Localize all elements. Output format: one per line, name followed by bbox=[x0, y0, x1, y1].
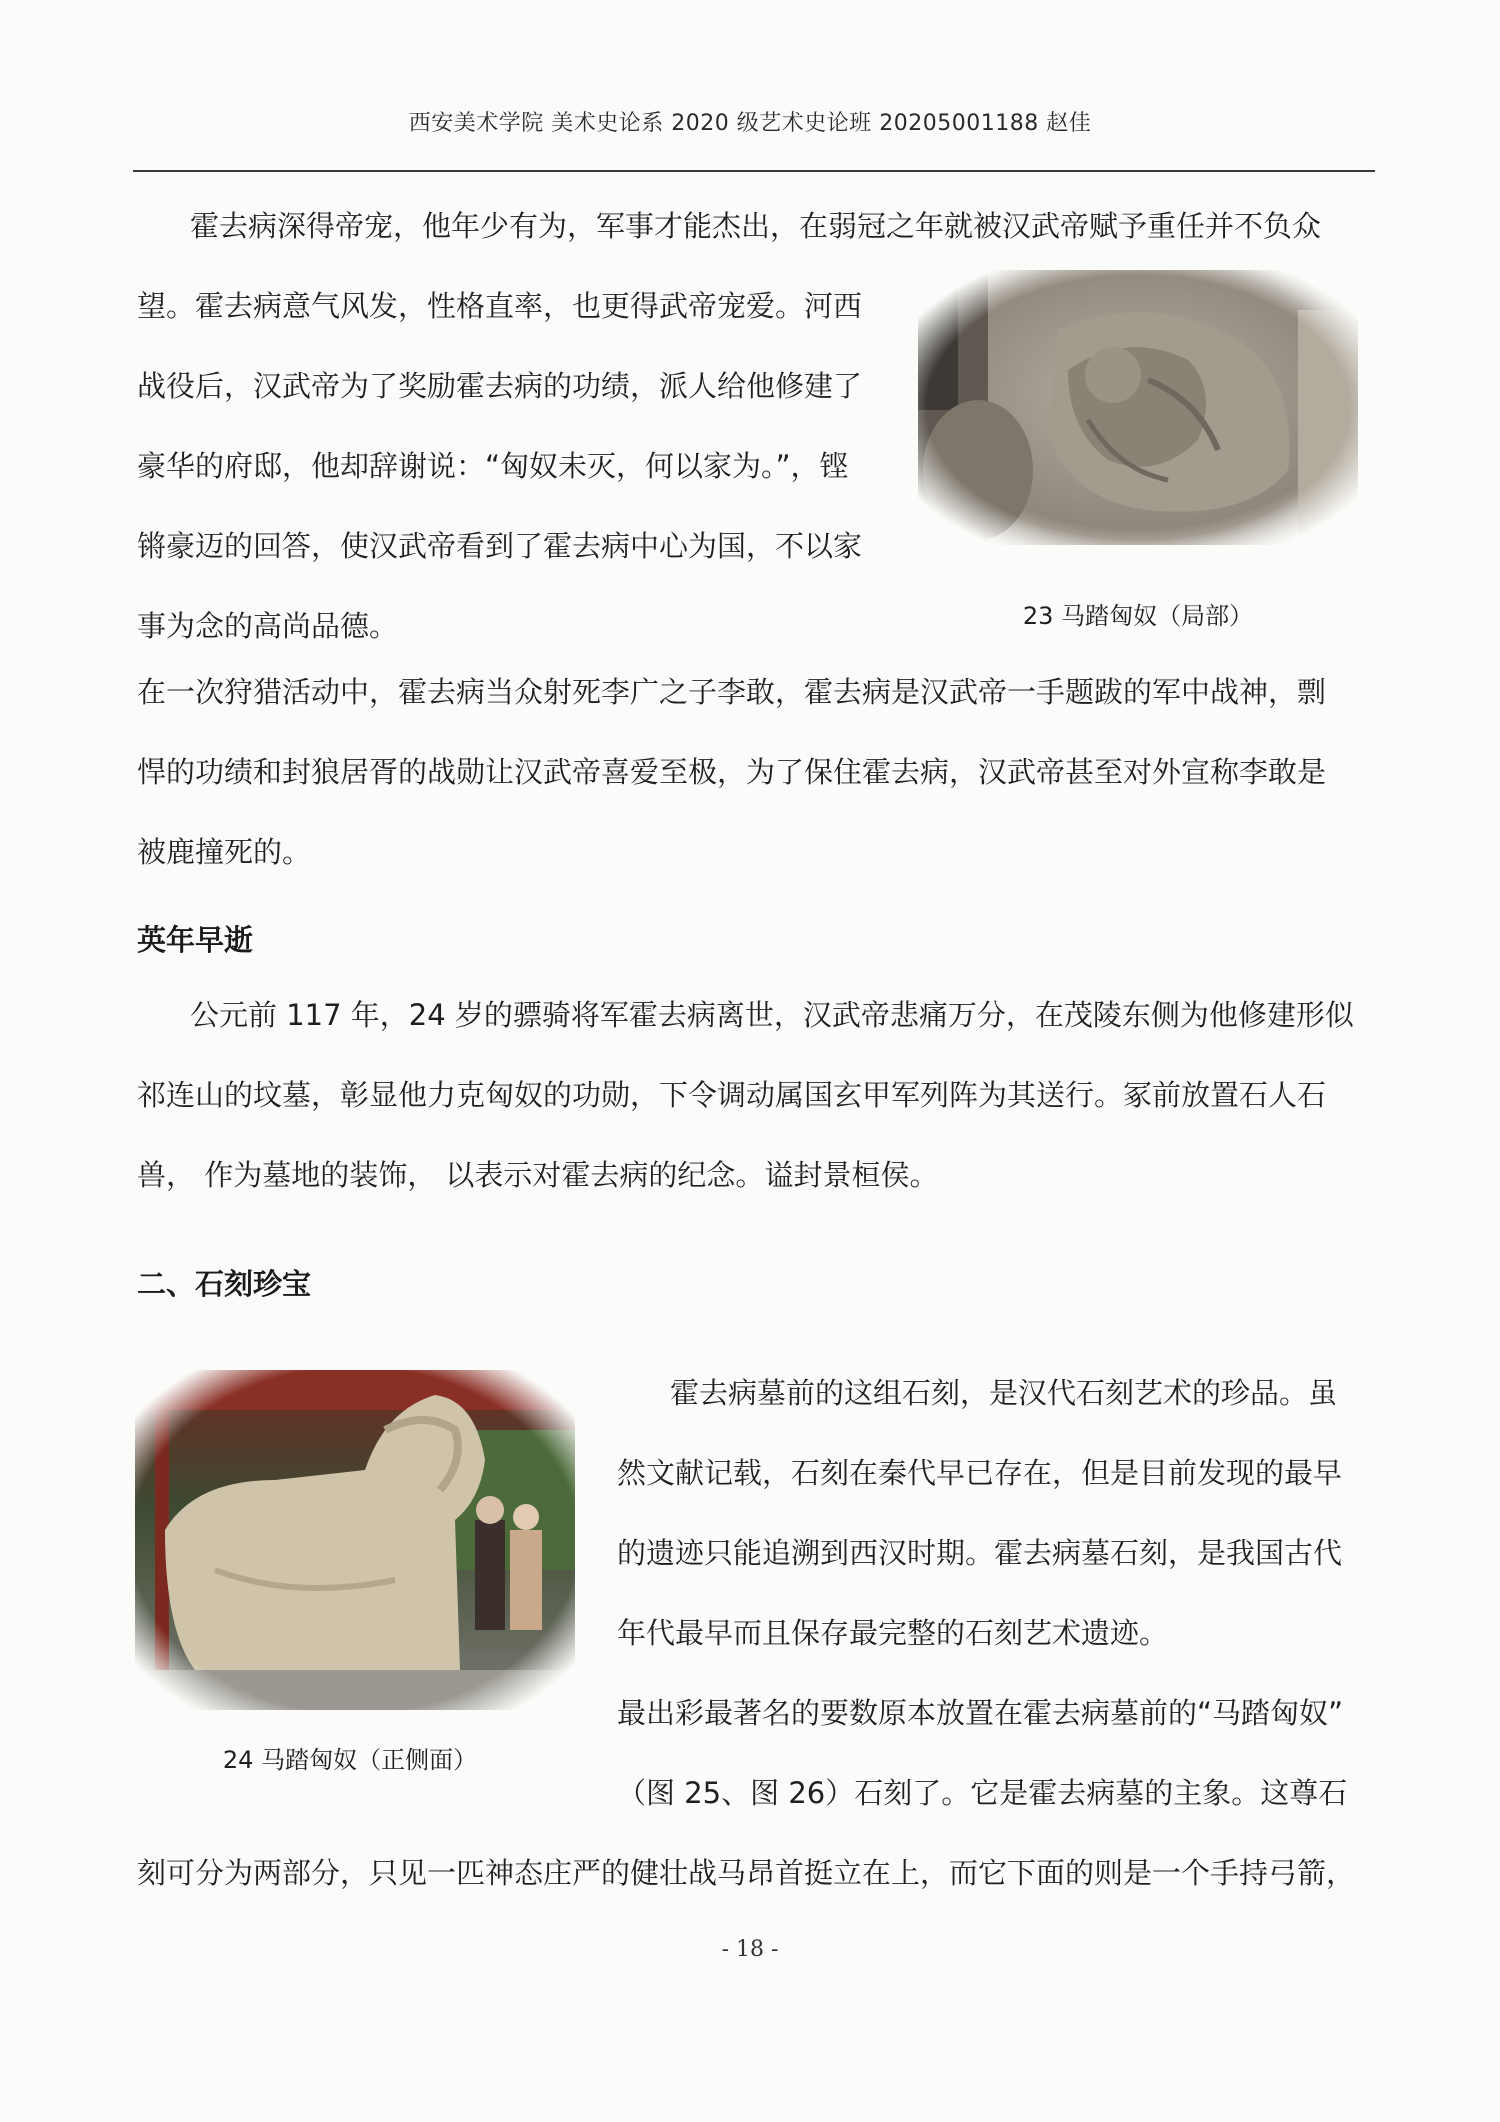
figure-23-caption: 23 马踏匈奴（局部） bbox=[1022, 602, 1254, 630]
text-line: 公元前 117 年，24 岁的骠骑将军霍去病离世，汉武帝悲痛万分，在茂陵东侧为他修建形似 bbox=[190, 998, 1354, 1032]
section-heading: 二、石刻珍宝 bbox=[137, 1267, 312, 1301]
text-line: 战役后，汉武帝为了奖励霍去病的功绩，派人给他修建了 bbox=[137, 369, 863, 403]
text-line: 年代最早而且保存最完整的石刻艺术遗迹。 bbox=[617, 1616, 1169, 1650]
text-line: （图 25、图 26）石刻了。它是霍去病墓的主象。这尊石 bbox=[617, 1776, 1348, 1810]
text-line: 被鹿撞死的。 bbox=[137, 835, 312, 869]
page-number: - 18 - bbox=[721, 1937, 779, 1962]
paragraph-1-first-line: 霍去病深得帝宠，他年少有为，军事才能杰出，在弱冠之年就被汉武帝赋予重任并不负众 bbox=[190, 209, 1322, 243]
subsection-paragraph bbox=[137, 975, 1382, 1215]
text-line: 最出彩最著名的要数原本放置在霍去病墓前的“马踏匈奴” bbox=[617, 1696, 1344, 1730]
text-line: 的遗迹只能追溯到西汉时期。霍去病墓石刻，是我国古代 bbox=[617, 1536, 1343, 1570]
paragraph-2 bbox=[137, 652, 1382, 892]
subsection-heading: 英年早逝 bbox=[137, 923, 254, 957]
section-2-last-line: 刻可分为两部分，只见一匹神态庄严的健壮战马昂首挺立在上，而它下面的则是一个手持弓箭， bbox=[137, 1856, 1356, 1890]
text-line: 悍的功绩和封狼居胥的战勋让汉武帝喜爱至极，为了保住霍去病，汉武帝甚至对外宣称李敢是 bbox=[137, 755, 1327, 789]
text-line: 事为念的高尚品德。 bbox=[137, 609, 399, 643]
section-2-paragraph-wrap bbox=[617, 1353, 1387, 1833]
text-line: 然文献记载，石刻在秦代早已存在，但是目前发现的最早 bbox=[617, 1456, 1343, 1490]
text-line: 霍去病墓前的这组石刻，是汉代石刻艺术的珍品。虽 bbox=[670, 1376, 1338, 1410]
figure-24-photo bbox=[135, 1370, 575, 1710]
text-line: 兽， 作为墓地的装饰， 以表示对霍去病的纪念。谥封景桓侯。 bbox=[137, 1158, 939, 1192]
text-line: 锵豪迈的回答，使汉武帝看到了霍去病中心为国，不以家 bbox=[137, 529, 863, 563]
figure-23-photo bbox=[918, 270, 1358, 545]
header-divider bbox=[133, 170, 1375, 172]
text-line: 望。霍去病意气风发，性格直率，也更得武帝宠爱。河西 bbox=[137, 289, 863, 323]
text-line: 祁连山的坟墓，彰显他力克匈奴的功勋，下令调动属国玄甲军列阵为其送行。冢前放置石人石 bbox=[137, 1078, 1327, 1112]
paragraph-1-wrap bbox=[137, 266, 917, 666]
page-header: 西安美术学院 美术史论系 2020 级艺术史论班 20205001188 赵佳 bbox=[408, 111, 1092, 136]
text-line: 在一次狩猎活动中，霍去病当众射死李广之子李敢，霍去病是汉武帝一手题跋的军中战神，剽 bbox=[137, 675, 1327, 709]
figure-24-caption: 24 马踏匈奴（正侧面） bbox=[222, 1746, 478, 1774]
text-line: 豪华的府邸，他却辞谢说：“匈奴未灭，何以家为。”，铿 bbox=[137, 449, 849, 483]
